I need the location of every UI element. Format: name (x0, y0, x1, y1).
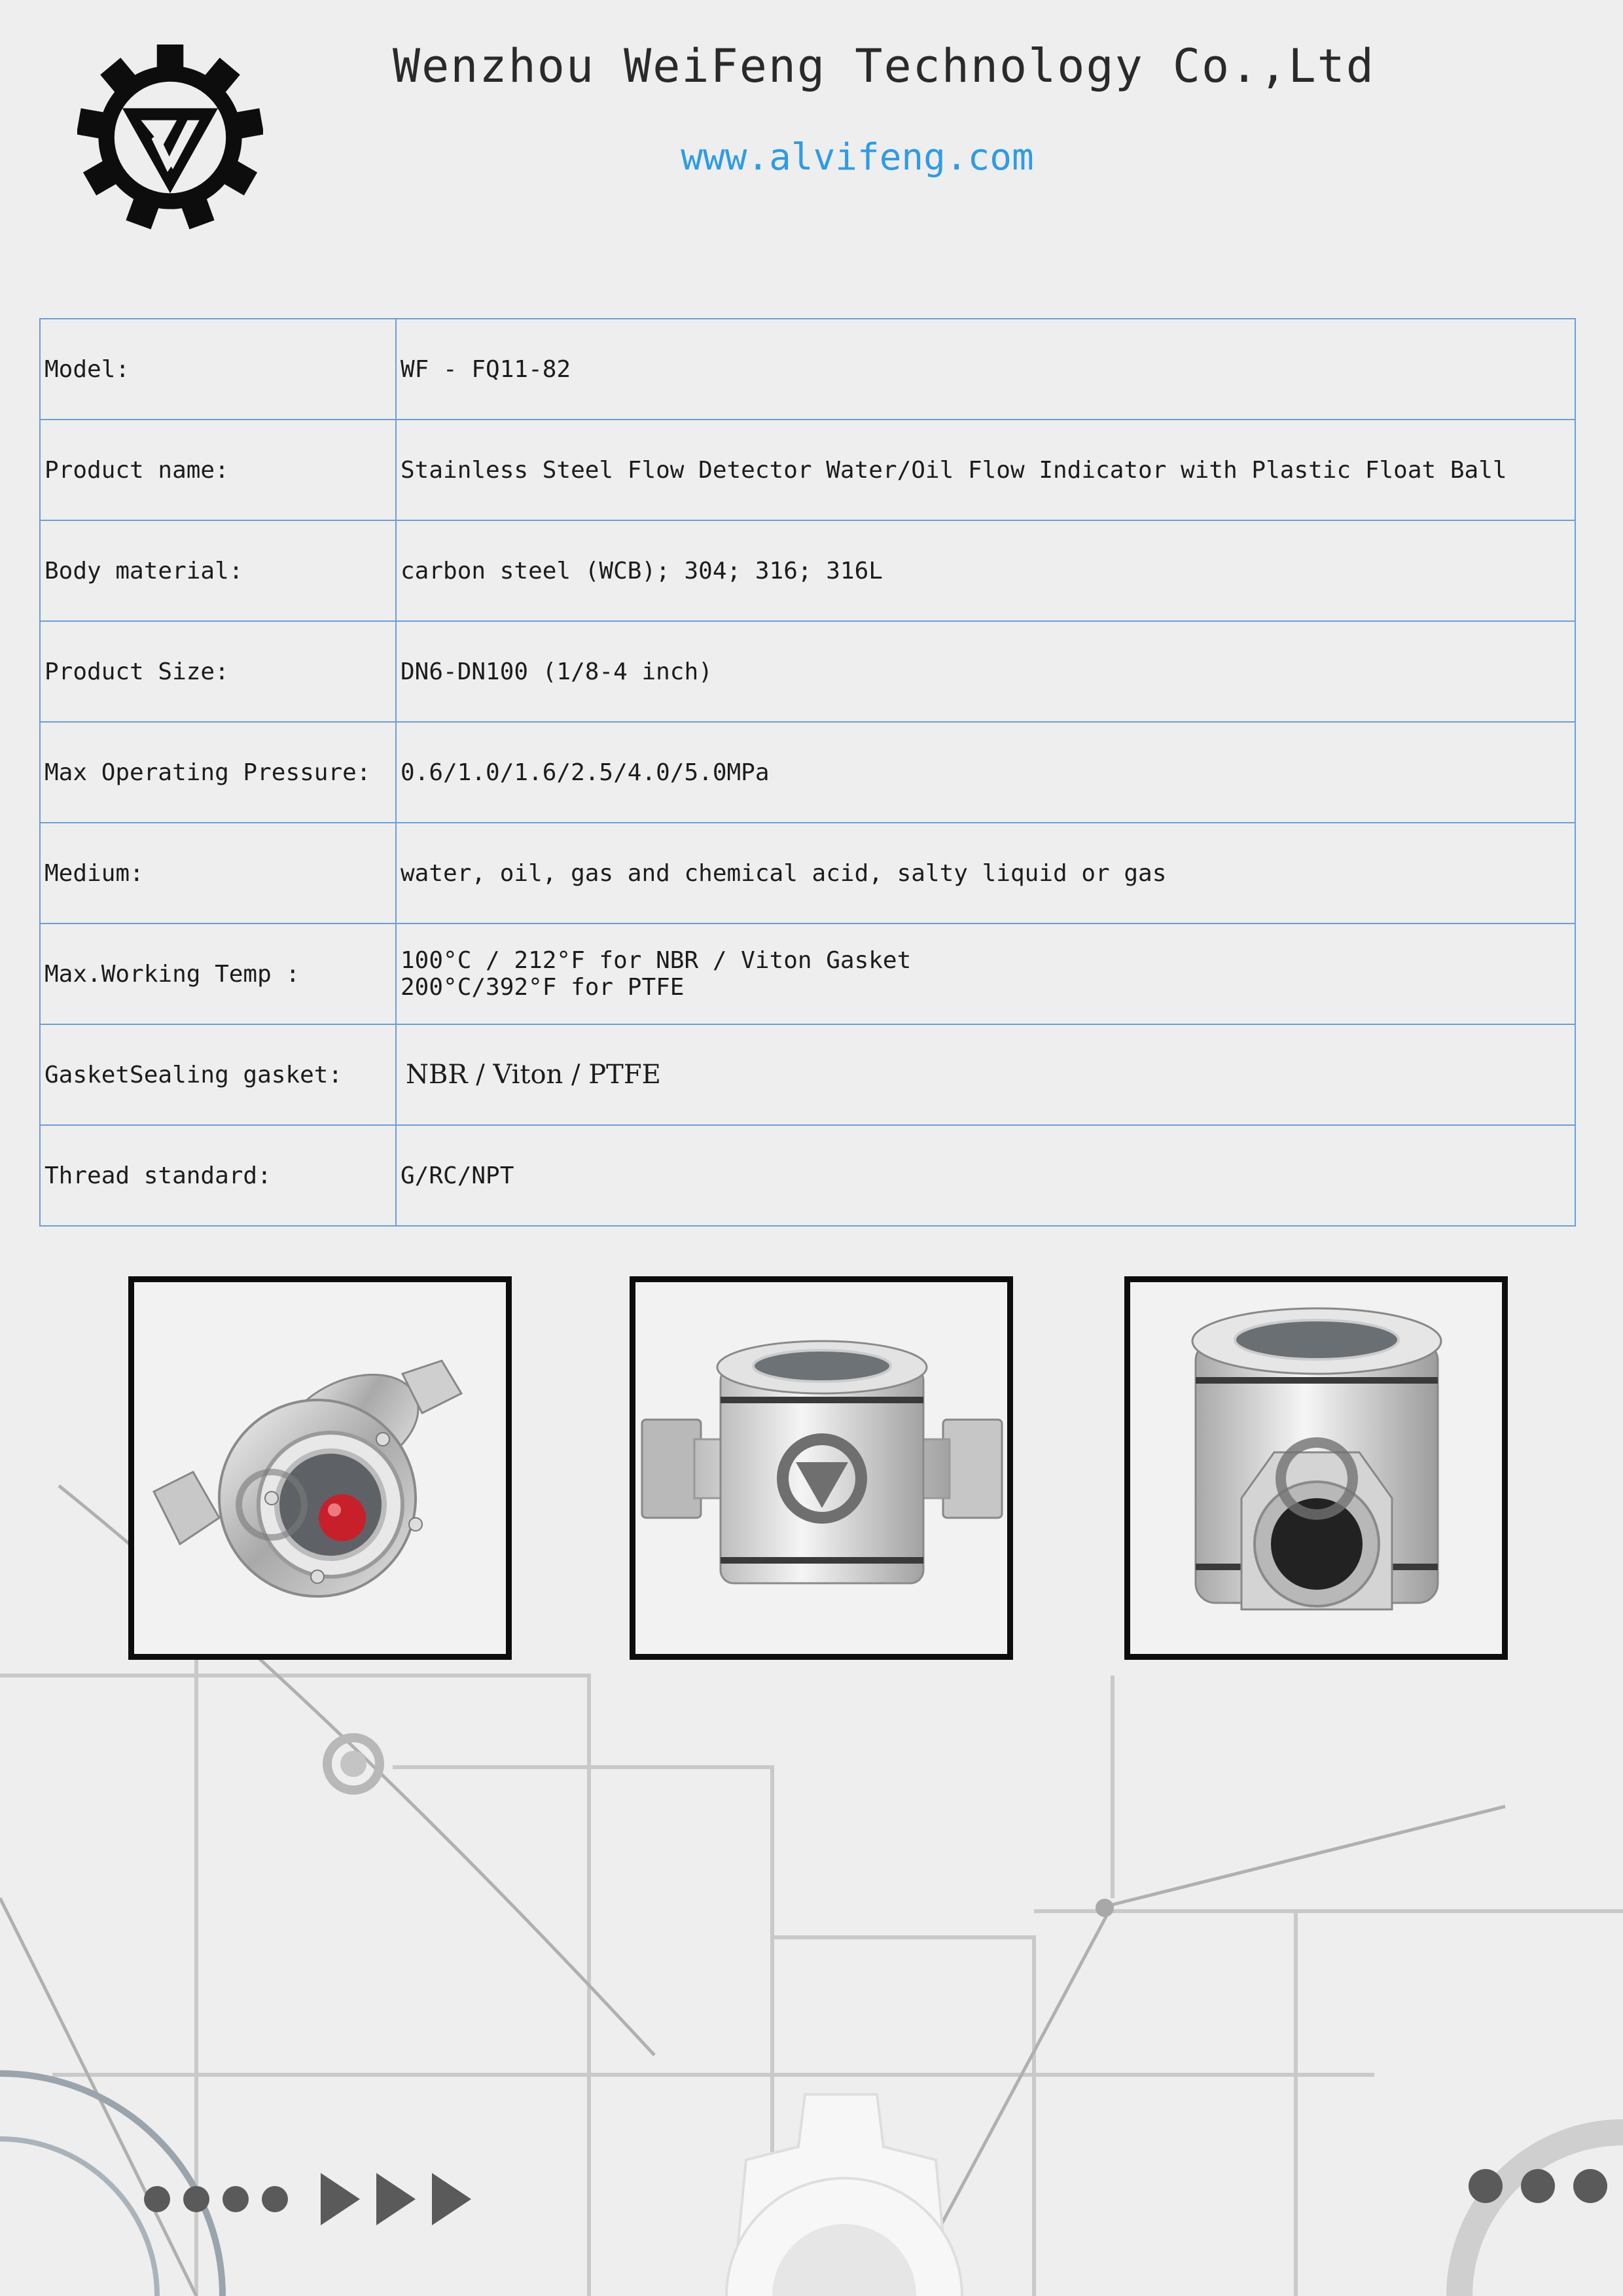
spec-value-medium: water, oil, gas and chemical acid, salty liquid or gas (396, 823, 1575, 924)
spec-value-product-name: Stainless Steel Flow Detector Water/Oil Flow Indicator with Plastic Float Ball (396, 420, 1575, 520)
spec-label-max-temp: Max.Working Temp : (40, 924, 396, 1024)
website-link[interactable]: www.alvifeng.com (681, 136, 1034, 179)
spec-label-medium: Medium: (40, 823, 396, 924)
spec-label-model: Model: (40, 319, 396, 420)
spec-label-gasket: GasketSealing gasket: (40, 1024, 396, 1125)
product-photo-front (630, 1276, 1013, 1660)
company-name: Wenzhou WeiFeng Technology Co.,Ltd (393, 39, 1375, 93)
table-row (40, 924, 1575, 1024)
product-photo-row (0, 1276, 1623, 1659)
table-row (40, 520, 1575, 621)
spec-value-max-temp-line2: 200°C/392°F for PTFE (401, 974, 685, 1001)
table-row (40, 1125, 1575, 1226)
company-gear-logo-icon (77, 45, 263, 230)
spec-value-thread: G/RC/NPT (396, 1125, 1575, 1226)
spec-label-product-size: Product Size: (40, 621, 396, 722)
table-row (40, 621, 1575, 722)
spec-table (39, 318, 1576, 1227)
table-row (40, 823, 1575, 924)
spec-value-gasket: NBR / Viton / PTFE (396, 1024, 1575, 1125)
product-photo-inlet (1124, 1276, 1508, 1660)
spec-value-model: WF - FQ11-82 (396, 319, 1575, 420)
spec-value-product-size: DN6-DN100 (1/8-4 inch) (396, 621, 1575, 722)
table-row (40, 420, 1575, 520)
spec-label-thread: Thread standard: (40, 1125, 396, 1226)
table-row (40, 722, 1575, 823)
spec-label-max-pressure: Max Operating Pressure: (40, 722, 396, 823)
spec-label-product-name: Product name: (40, 420, 396, 520)
spec-value-max-temp (396, 924, 1575, 1024)
table-row (40, 1024, 1575, 1125)
table-row (40, 319, 1575, 420)
spec-value-body-material: carbon steel (WCB); 304; 316; 316L (396, 520, 1575, 621)
spec-label-body-material: Body material: (40, 520, 396, 621)
product-photo-angled (128, 1276, 512, 1660)
spec-value-max-temp-line1: 100°C / 212°F for NBR / Viton Gasket (401, 947, 912, 974)
spec-value-max-pressure: 0.6/1.0/1.6/2.5/4.0/5.0MPa (396, 722, 1575, 823)
